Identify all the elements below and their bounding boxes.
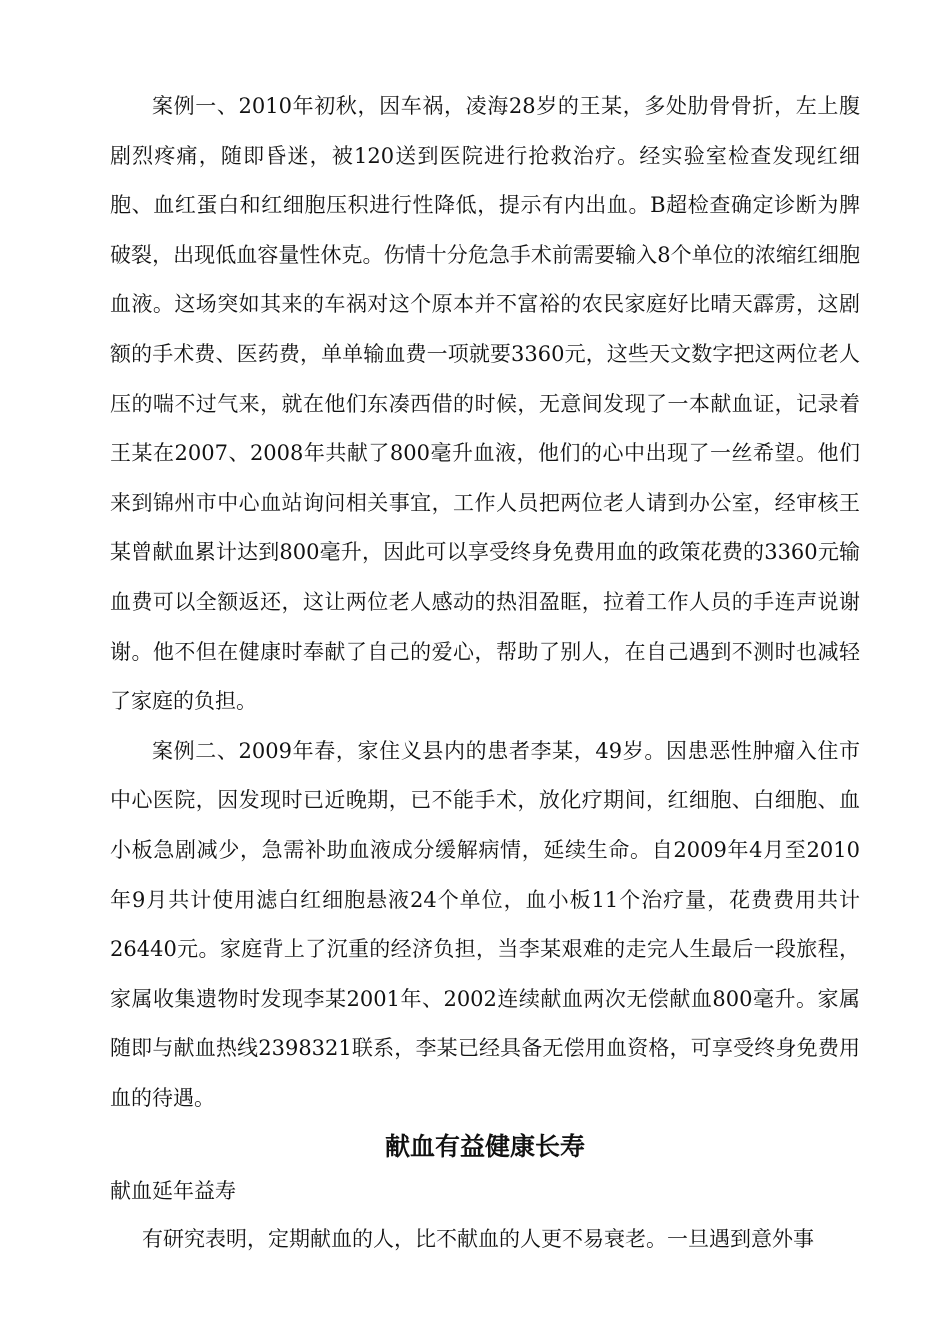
case-one-paragraph: 案例一、2010年初秋，因车祸，凌海28岁的王某，多处肋骨骨折，左上腹剧烈疼痛，随即昏迷，被120送到医院进行抢救治疗。经实验室检查发现红细胞、血红蛋白和红细胞压积进行性降低，提示有内出血。B超检查确定诊断为脾破裂，出现低血容量性休克。伤情十分危急手术前需要输入8个单位的浓缩红细胞血液。这场突如其来的车祸对这个原本并不富裕的农民家庭好比晴天霹雳，这剧额的手术费、医药费，单单输血费一项就要3360元，这些天文数字把这两位老人压的喘不过气来，就在他们东凑西借的时候，无意间发现了一本献血证，记录着王某在2007、2008年共献了800毫升血液，他们的心中出现了一丝希望。他们来到锦州市中心血站询问相关事宜，工作人员把两位老人请到办公室，经审核王某曾献血累计达到800毫升，因此可以享受终身免费用血的政策花费的3360元输血费可以全额返还，这让两位老人感动的热泪盈眶，拉着工作人员的手连声说谢谢。他不但在健康时奉献了自己的爱心，帮助了别人，在自己遇到不测时也减轻了家庭的负担。 — [110, 94, 860, 714]
case-two-paragraph: 案例二、2009年春，家住义县内的患者李某，49岁。因患恶性肿瘤入住市中心医院，因发现时已近晚期，已不能手术，放化疗期间，红细胞、白细胞、血小板急剧减少，急需补助血液成分缓解病情，延续生命。自2009年4月至2010年9月共计使用滤白红细胞悬液24个单位，血小板11个治疗量，花费费用共计26440元。家庭背上了沉重的经济负担，当李某艰难的走完人生最后一段旅程，家属收集遗物时发现李某2001年、2002连续献血两次无偿献血800毫升。家属随即与献血热线2398321联系，李某已经具备无偿用血资格，可享受终身免费用血的待遇。 — [110, 738, 860, 1110]
section-heading: 献血有益健康长寿 — [384, 1132, 585, 1162]
document-page — [110, 82, 860, 1265]
section-subheading: 献血延年益寿 — [110, 1179, 236, 1204]
research-paragraph: 有研究表明，定期献血的人，比不献血的人更不易衰老。一旦遇到意外事 — [142, 1227, 814, 1252]
